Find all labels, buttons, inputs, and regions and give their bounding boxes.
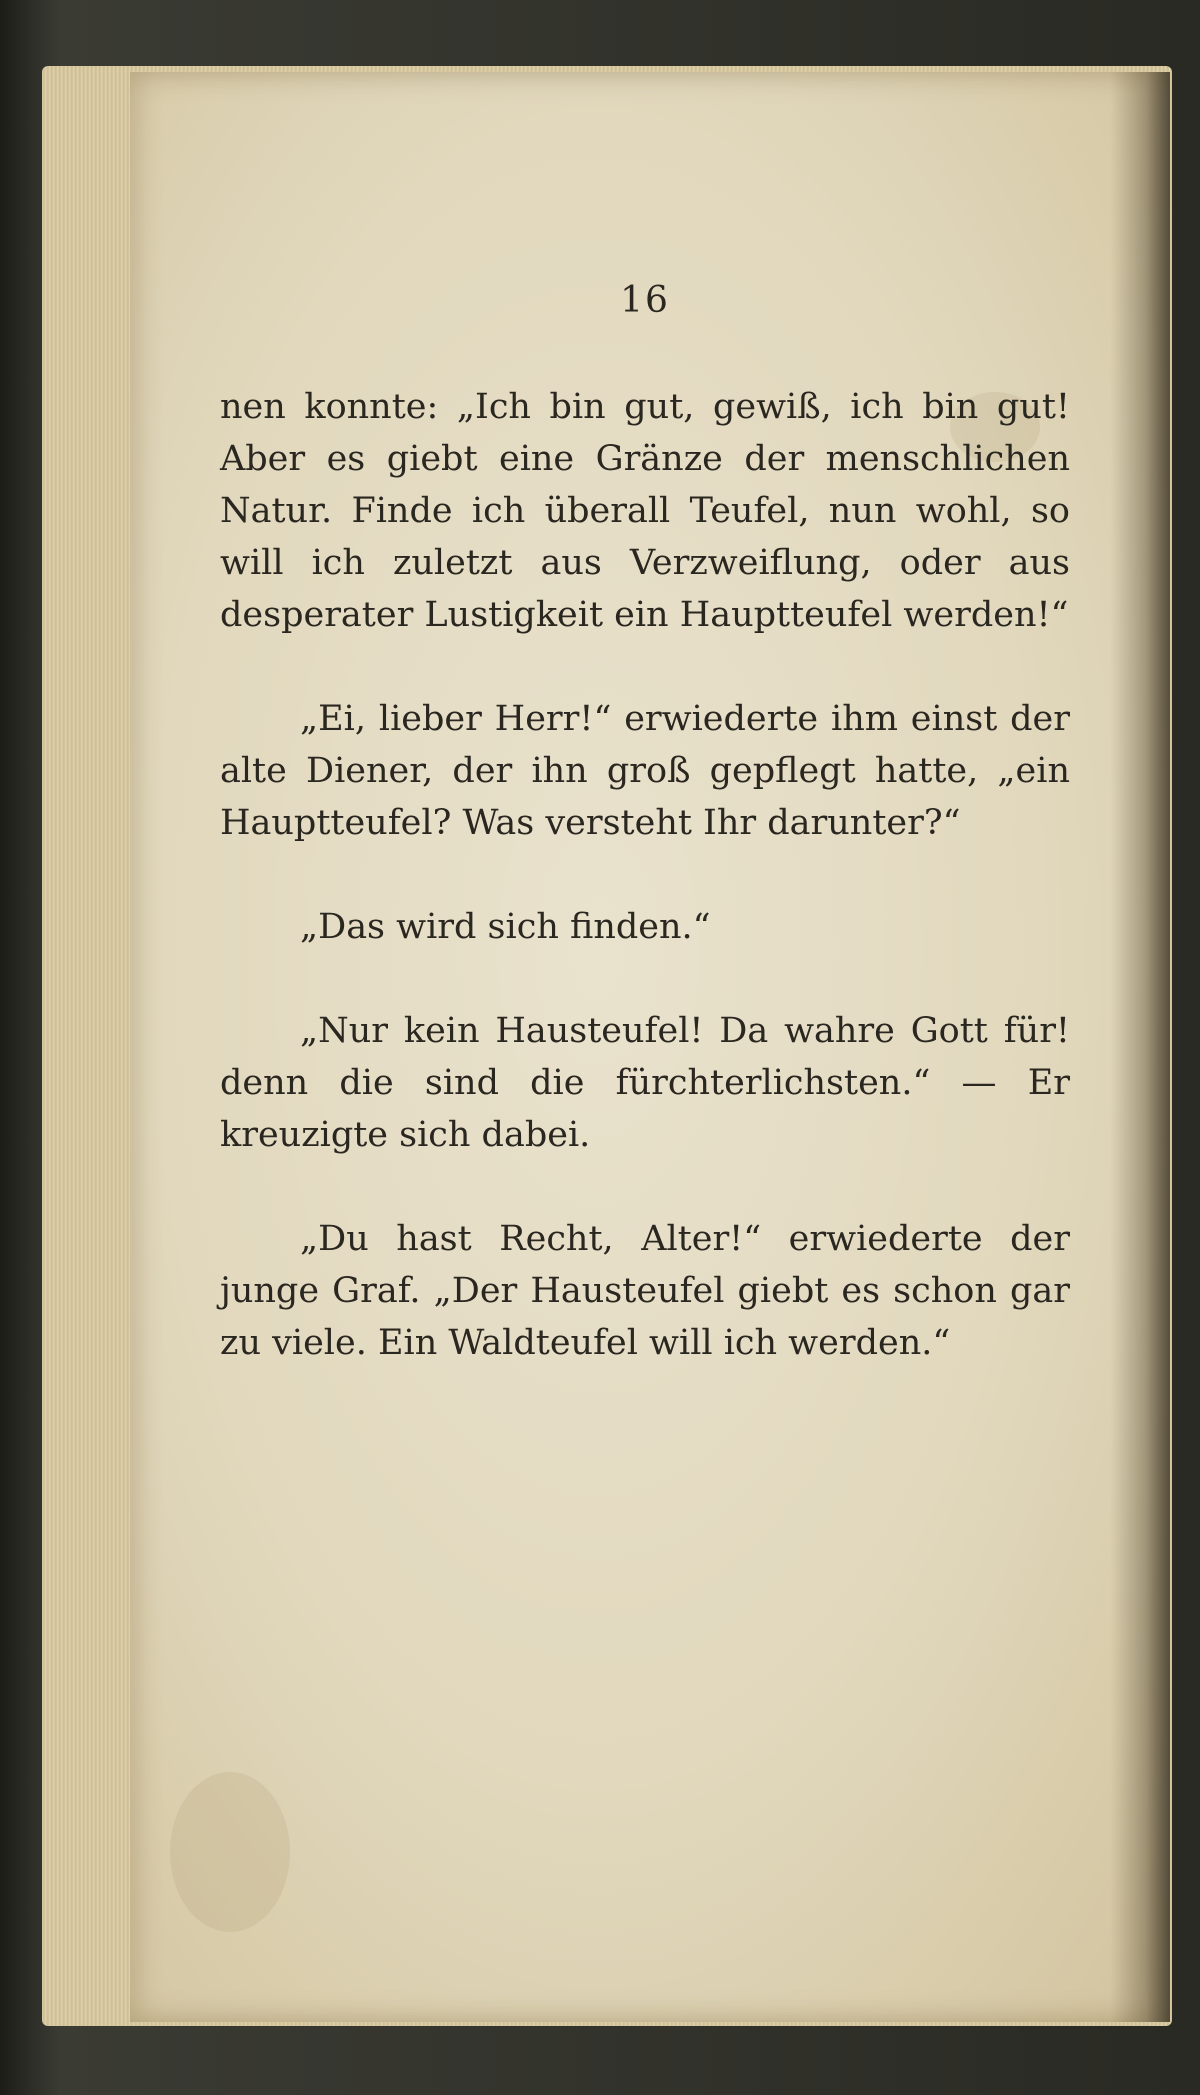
paragraph: „Du hast Recht, Alter!“ erwiederte der junge Graf. „Der Hausteufel giebt es schon gar zu viele. Ein Waldteufel will ich werden.“ [220,1219,1070,1363]
paragraph: „Das wird sich finden.“ [300,907,711,947]
paragraph: nen konnte: „Ich bin gut, gewiß, ich bin gut! Aber es giebt eine Gränze der menschlichen Natur. Finde ich überall Teufel, nun wohl, so will ich zuletzt aus Verzweiflung, oder aus desperater Lustigkeit ein Hauptteufel werden!“ [220,387,1070,635]
page-gutter-shadow [1110,72,1170,2022]
page-text-block [220,280,1070,1369]
paragraph: „Nur kein Hausteufel! Da wahre Gott für! denn die sind die fürchterlichsten.“ — Er kreuzigte sich dabei. [220,1011,1070,1155]
paper-stain [170,1772,290,1932]
paragraph: „Ei, lieber Herr!“ erwiederte ihm einst der alte Diener, der ihn groß gepflegt hatte, „ein Hauptteufel? Was versteht Ihr darunter?“ [220,699,1070,843]
page-number: 16 [620,280,670,321]
